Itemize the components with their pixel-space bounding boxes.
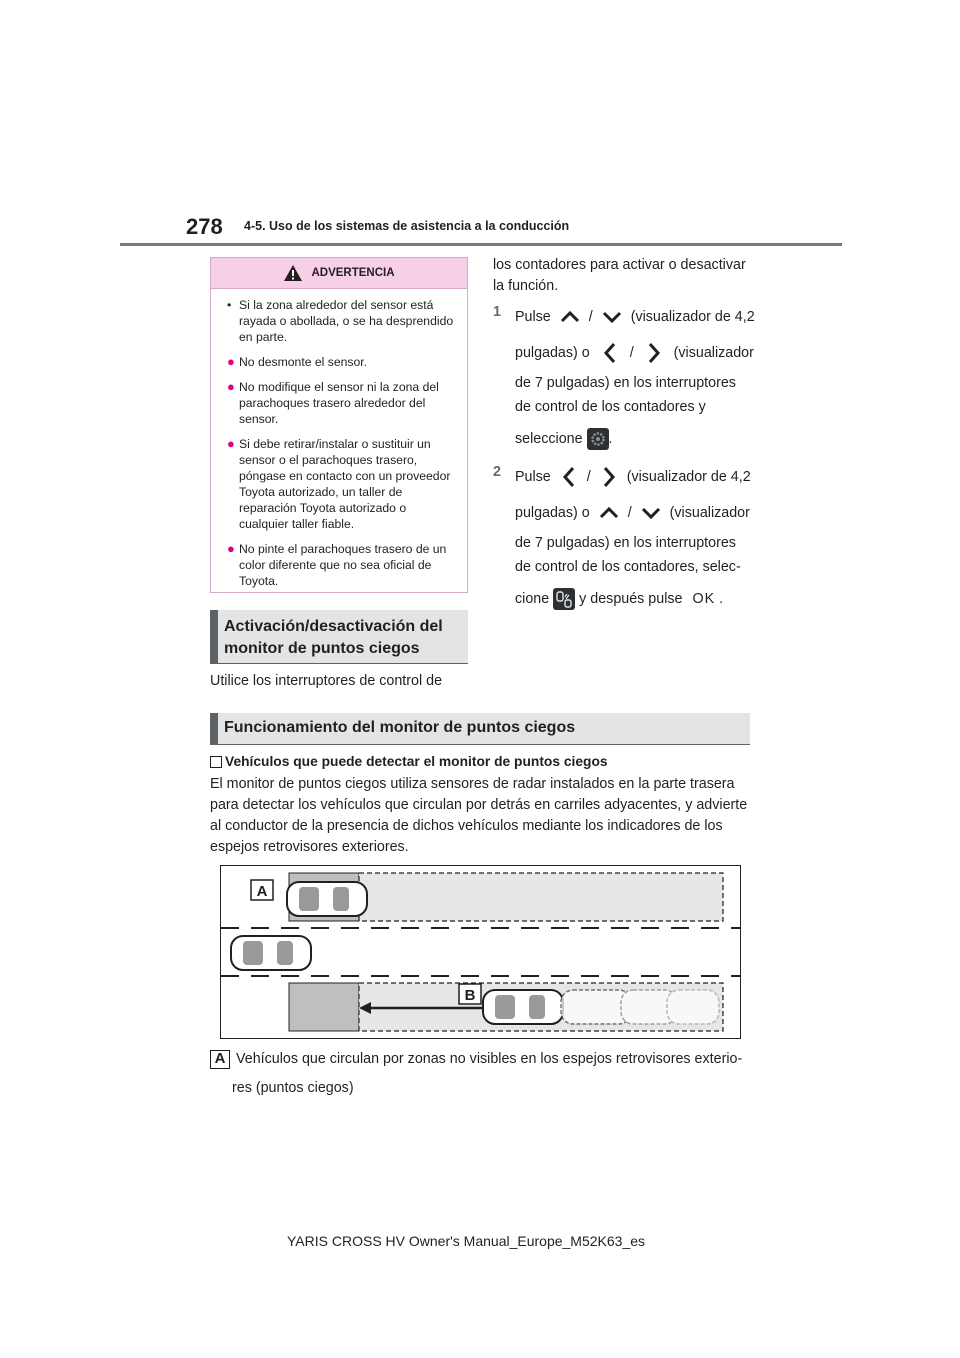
bullet-dot-icon: ● (227, 541, 235, 556)
slash: / (586, 469, 591, 485)
warning-item (227, 297, 455, 345)
step-text: pulgadas) o (515, 345, 590, 361)
step-text: (visualizador (669, 505, 750, 521)
activation-heading-line1: Activación/desactivación del (224, 618, 443, 635)
road-diagram (221, 866, 740, 1038)
car-b-icon (483, 990, 563, 1024)
step-text: cione (515, 591, 550, 607)
step-text: (visualizador de 4,2 (630, 309, 755, 325)
chevron-down-icon (640, 506, 662, 520)
chevron-right-icon (601, 465, 617, 489)
step-text: pulgadas) o (515, 505, 590, 521)
warning-item (227, 354, 455, 370)
warning-box (210, 257, 468, 593)
page-number: 278 (186, 214, 223, 239)
warning-item-text: Si debe retirar/instalar o sustituir un sensor o el parachoques trasero, póngase en contacto con un proveedor Toyota autorizado, un taller de reparación Toyota autorizado o cualquier taller fiable. (239, 437, 451, 531)
warning-item (227, 541, 455, 589)
warning-item-text: Si la zona alrededor del sensor está rayada o abollada, o se ha desprendido en parte. (239, 298, 454, 344)
step-text: . (608, 431, 613, 447)
label-a: A (256, 883, 268, 900)
car-trail-icon (561, 990, 719, 1024)
operation-paragraph: El monitor de puntos ciegos utiliza sensores de radar instalados en la parte trasera para detectar los vehículos que circulan por detrás en carriles adyacentes, y advierte al conductor de la presencia de dichos vehículos mediante los indicadores de los espejos retrovisores exteriores. (210, 776, 748, 855)
step-text: y después pulse (579, 591, 683, 607)
activation-intro: Utilice los interruptores de control de (210, 673, 443, 689)
slash: / (588, 309, 593, 325)
step-number: 1 (493, 304, 501, 320)
header-rule (120, 243, 842, 246)
own-car-icon (231, 936, 311, 970)
chevron-right-icon (646, 341, 662, 365)
settings-gear-icon (587, 428, 609, 450)
activation-intro-continued: los contadores para activar o desactivar la función. (493, 257, 746, 294)
step-text: seleccione (515, 431, 583, 447)
warning-triangle-icon (283, 264, 303, 282)
warning-item (227, 436, 455, 532)
step-text: de control de los contadores y (515, 399, 706, 415)
bullet-dot-icon: ● (227, 379, 235, 394)
blind-spot-monitor-icon (553, 588, 575, 610)
footer-text: YARIS CROSS HV Owner's Manual_Europe_M52K63_es (287, 1233, 646, 1249)
label-b: B (464, 987, 476, 1004)
step-text: de control de los contadores, selec- (515, 559, 741, 575)
sub-heading (210, 751, 608, 772)
legend-text: Vehículos que circulan por zonas no visibles en los espejos retrovisores exterio- (236, 1051, 743, 1067)
warning-item-text: No pinte el parachoques trasero de un color diferente que no sea oficial de Toyota. (239, 542, 447, 588)
operation-heading-text: Funcionamiento del monitor de puntos ciegos (224, 719, 576, 736)
activation-heading-line2: monitor de puntos ciegos (224, 640, 420, 657)
bullet-dot-icon: ● (227, 354, 235, 369)
chevron-up-icon (559, 310, 581, 324)
step-text: Pulse (515, 309, 551, 325)
sub-heading-text: Vehículos que puede detectar el monitor de puntos ciegos (225, 754, 608, 769)
chevron-up-icon (598, 506, 620, 520)
legend-label-a: A (210, 1050, 230, 1069)
legend-text-cont: res (puntos ciegos) (232, 1080, 354, 1096)
chevron-left-icon (602, 341, 618, 365)
step-text: (visualizador de 4,2 (626, 469, 751, 485)
chevron-left-icon (561, 465, 577, 489)
step-2 (493, 462, 751, 614)
step-text: . (719, 591, 724, 607)
warning-header (211, 258, 467, 289)
ok-button-label: OK (692, 591, 716, 607)
warning-item-text: No desmonte el sensor. (239, 355, 368, 369)
warning-item (227, 379, 455, 427)
warning-title: ADVERTENCIA (311, 267, 395, 279)
blind-spot-diagram (220, 865, 741, 1039)
bullet-dot-icon: ● (227, 436, 235, 451)
warning-item-text: No modifique el sensor ni la zona del parachoques trasero alrededor del sensor. (239, 380, 439, 426)
warning-list (211, 289, 467, 589)
slash: / (629, 345, 634, 361)
section-title: 4-5. Uso de los sistemas de asistencia a la conducción (244, 219, 570, 233)
bullet-marker: • (227, 298, 232, 312)
slash: / (627, 505, 632, 521)
step-text: (visualizador (673, 345, 754, 361)
step-text: Pulse (515, 469, 551, 485)
car-a-icon (287, 882, 367, 916)
step-number: 2 (493, 464, 501, 480)
operation-heading (210, 713, 750, 745)
step-1 (493, 302, 755, 454)
step-text: de 7 pulgadas) en los interruptores (515, 535, 736, 551)
chevron-down-icon (601, 310, 623, 324)
activation-heading (210, 610, 468, 664)
square-bullet-icon (210, 756, 222, 768)
step-text: de 7 pulgadas) en los interruptores (515, 375, 736, 391)
